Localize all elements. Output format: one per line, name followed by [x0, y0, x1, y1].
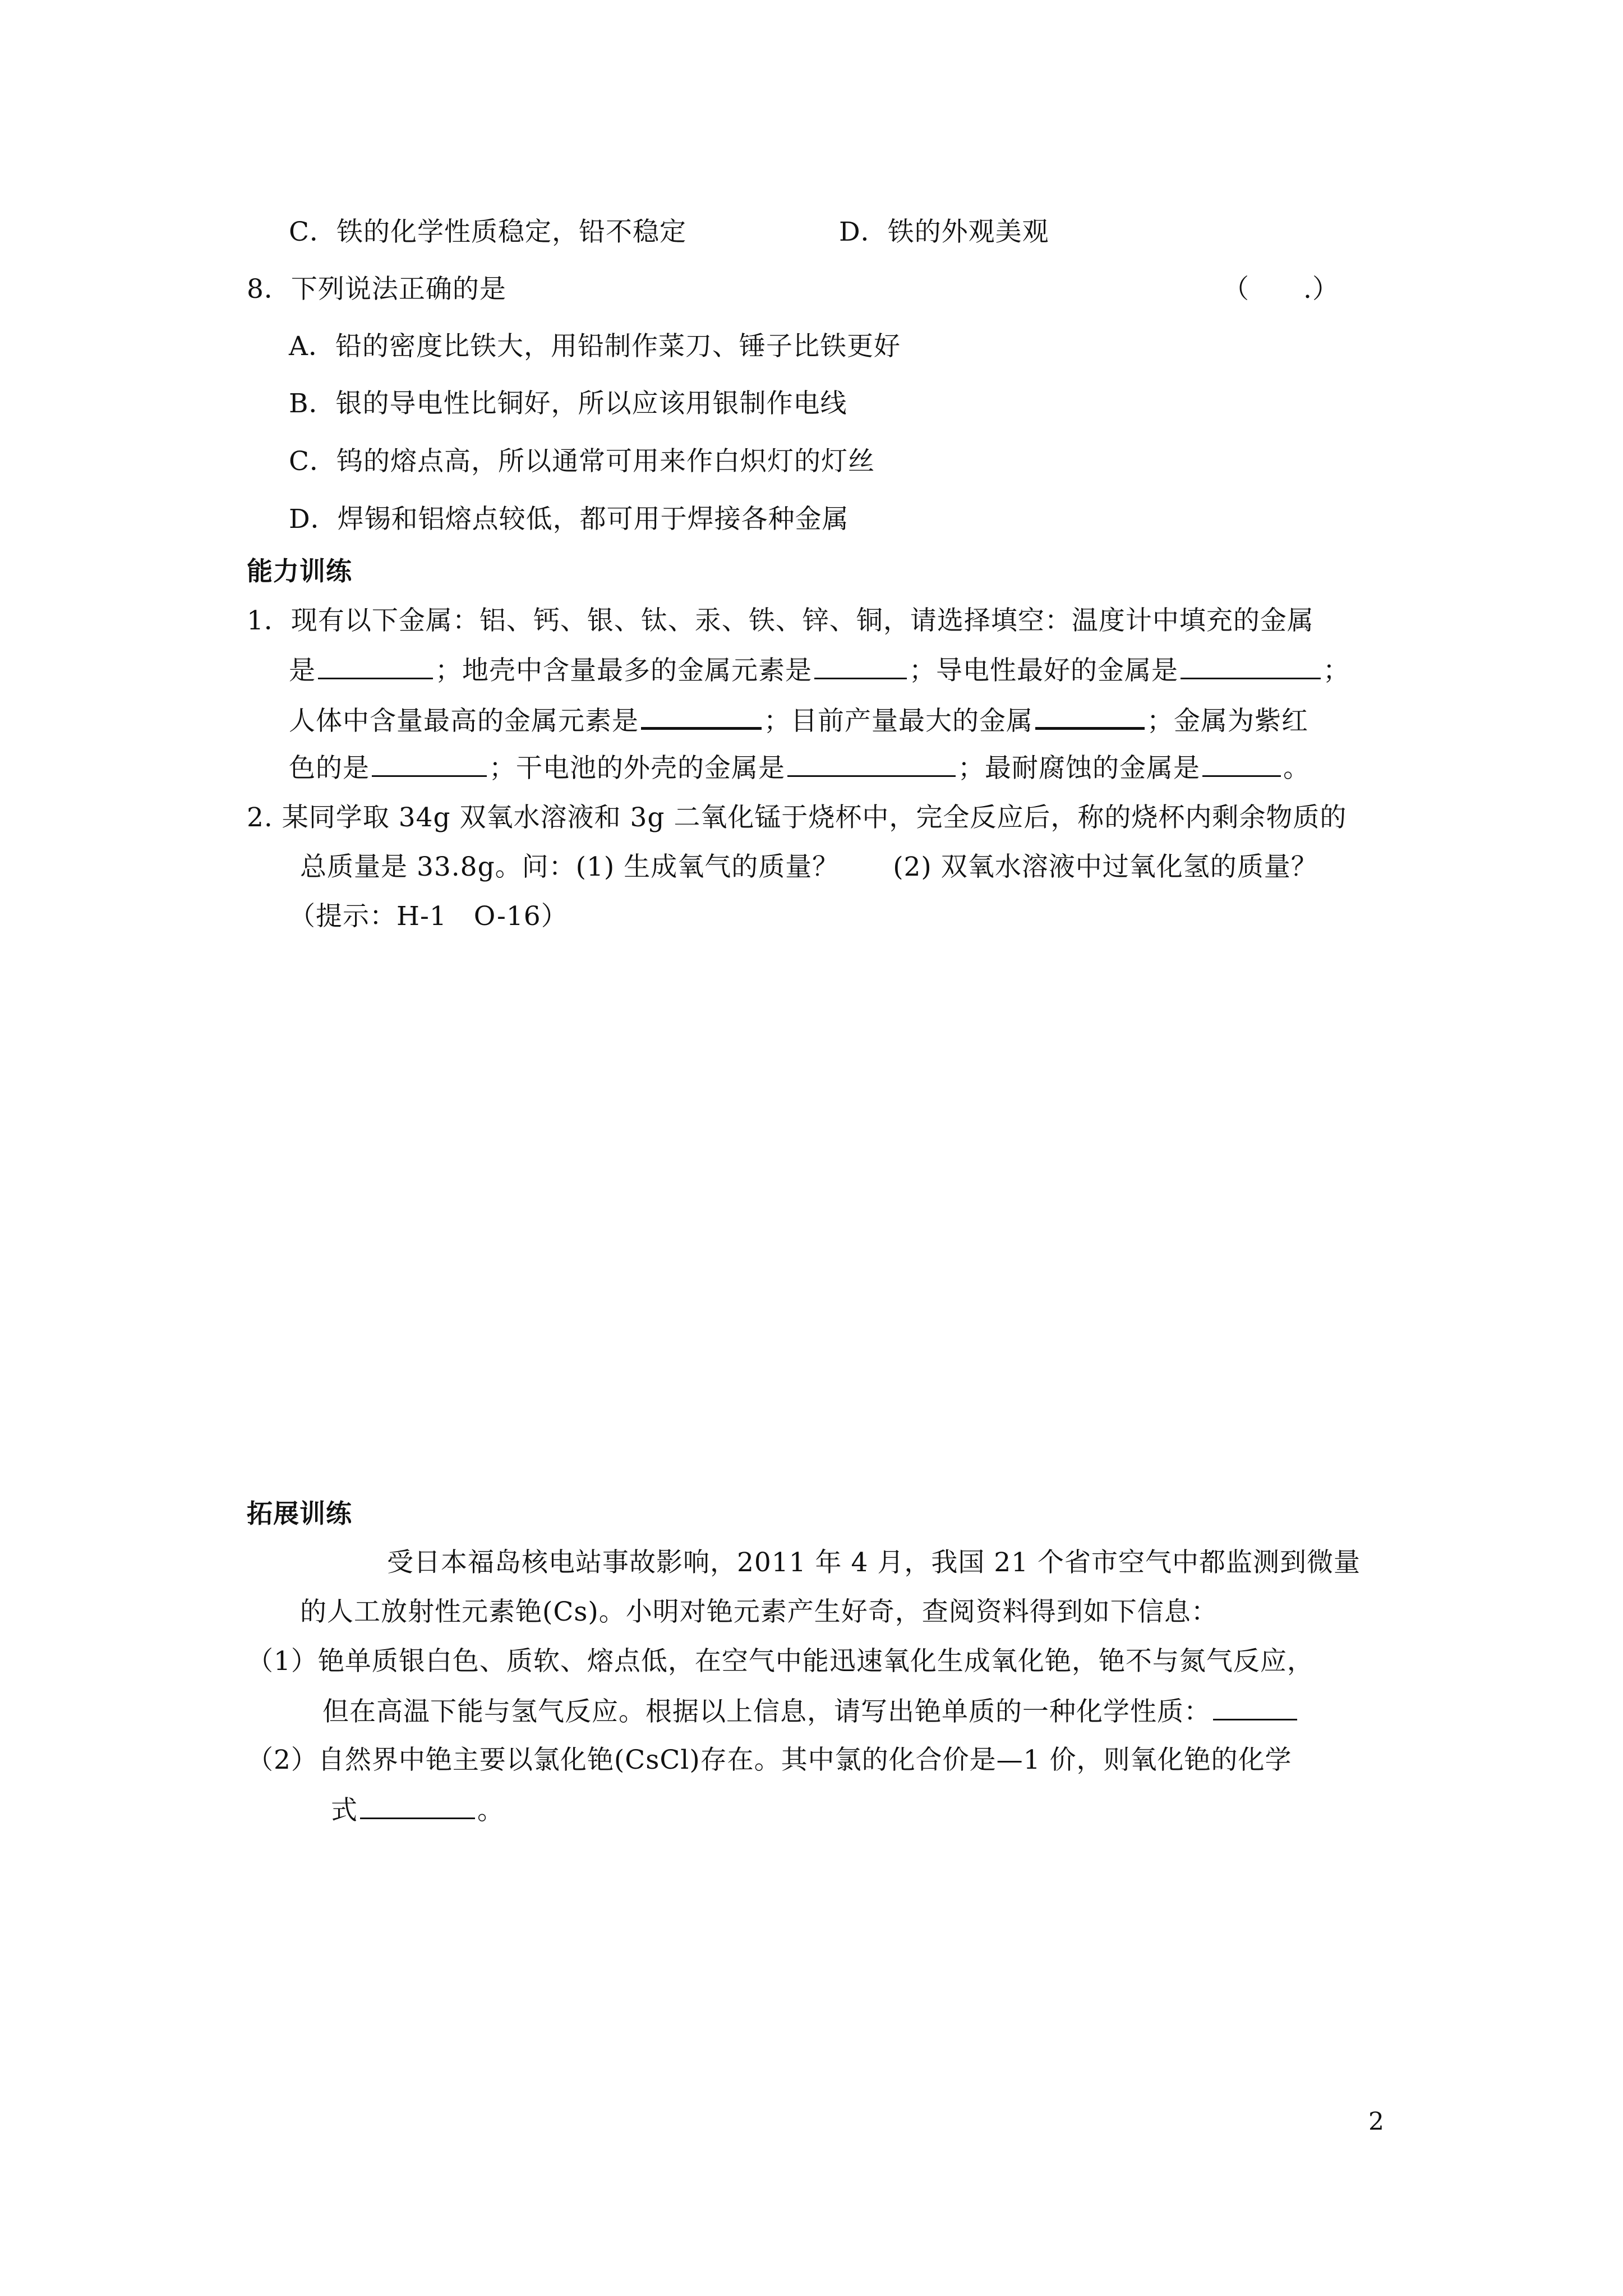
extension-p1-line1: （1）铯单质银白色、质软、熔点低，在空气中能迅速氧化生成氧化铯，铯不与氮气反应，	[247, 1646, 1314, 1677]
answer-blank[interactable]	[1181, 653, 1321, 679]
answer-blank[interactable]	[318, 653, 433, 679]
extension-p2-text: 。	[477, 1795, 504, 1826]
ability-q1-text: ；地壳中含量最多的金属元素是	[435, 655, 812, 686]
extension-intro-line1: 受日本福岛核电站事故影响，2011 年 4 月，我国 21 个省市空气中都监测到微量	[387, 1547, 1361, 1578]
q7-option-c: C．铁的化学性质稳定，铅不稳定	[289, 217, 686, 247]
ability-q2-line1: 2. 某同学取 34g 双氧水溶液和 3g 二氧化锰于烧杯中，完全反应后，称的烧杯内剩余物质的	[247, 802, 1347, 833]
answer-blank[interactable]	[1035, 702, 1145, 730]
q8-option-b: B．银的导电性比铜好，所以应该用银制作电线	[289, 388, 847, 419]
ability-q1-line2	[289, 653, 1350, 688]
ability-q1-text: ；导电性最好的金属是	[909, 655, 1178, 686]
extension-p1-text: 但在高温下能与氢气反应。根据以上信息，请写出铯单质的一种化学性质：	[322, 1696, 1211, 1727]
q7-option-d: D．铁的外观美观	[839, 217, 1049, 247]
ability-q2-line3: （提示：H-1 O-16）	[289, 901, 568, 932]
page-number: 2	[1368, 2108, 1384, 2136]
ability-q1-text: ；最耐腐蚀的金属是	[958, 753, 1200, 784]
answer-blank[interactable]	[787, 751, 956, 777]
answer-blank[interactable]	[372, 751, 487, 777]
ability-q1-text: ；	[1323, 655, 1350, 686]
extension-p2-line1: （2）自然界中铯主要以氯化铯(CsCl)存在。其中氯的化合价是—1 价，则氧化铯的化学	[247, 1745, 1292, 1775]
extension-p2-text: 式	[331, 1795, 358, 1826]
ability-q1-text: 人体中含量最高的金属元素是	[289, 706, 639, 737]
extension-intro-line2: 的人工放射性元素铯(Cs)。小明对铯元素产生好奇，查阅资料得到如下信息：	[300, 1596, 1218, 1627]
ability-q2-line2: 总质量是 33.8g。问：(1) 生成氧气的质量？ (2) 双氧水溶液中过氧化氢的质量？	[300, 852, 1318, 882]
ability-q1-text: 是	[289, 655, 316, 686]
ability-q1-text: ；干电池的外壳的金属是	[489, 753, 785, 784]
ability-q1-text: ；金属为紫红	[1147, 706, 1308, 737]
ability-q1-text: 。	[1283, 753, 1310, 784]
q8-option-d: D．焊锡和铝熔点较低，都可用于焊接各种金属	[289, 504, 849, 535]
answer-blank[interactable]	[641, 702, 762, 730]
ability-q1-line1: 1．现有以下金属：铝、钙、银、钛、汞、铁、锌、铜，请选择填空：温度计中填充的金属	[247, 605, 1314, 636]
q8-answer-bracket: （ .）	[1223, 274, 1339, 305]
answer-blank[interactable]	[1202, 751, 1281, 777]
extension-heading: 拓展训练	[247, 1498, 352, 1529]
answer-blank[interactable]	[1213, 1694, 1297, 1720]
ability-q1-line4	[289, 751, 1310, 785]
ability-q1-text: 色的是	[289, 753, 370, 784]
q8-option-a: A．铅的密度比铁大，用铅制作菜刀、锤子比铁更好	[289, 331, 901, 362]
answer-blank[interactable]	[360, 1793, 475, 1819]
ability-q1-line3	[289, 702, 1308, 738]
extension-p1-line2	[322, 1694, 1299, 1729]
ability-heading: 能力训练	[247, 556, 352, 586]
q8-stem: 8．下列说法正确的是	[247, 274, 506, 305]
extension-p2-line2	[331, 1793, 504, 1828]
q8-option-c: C．钨的熔点高，所以通常可用来作白炽灯的灯丝	[289, 446, 875, 477]
answer-blank[interactable]	[814, 653, 907, 679]
ability-q1-text: ；目前产量最大的金属	[764, 706, 1033, 737]
